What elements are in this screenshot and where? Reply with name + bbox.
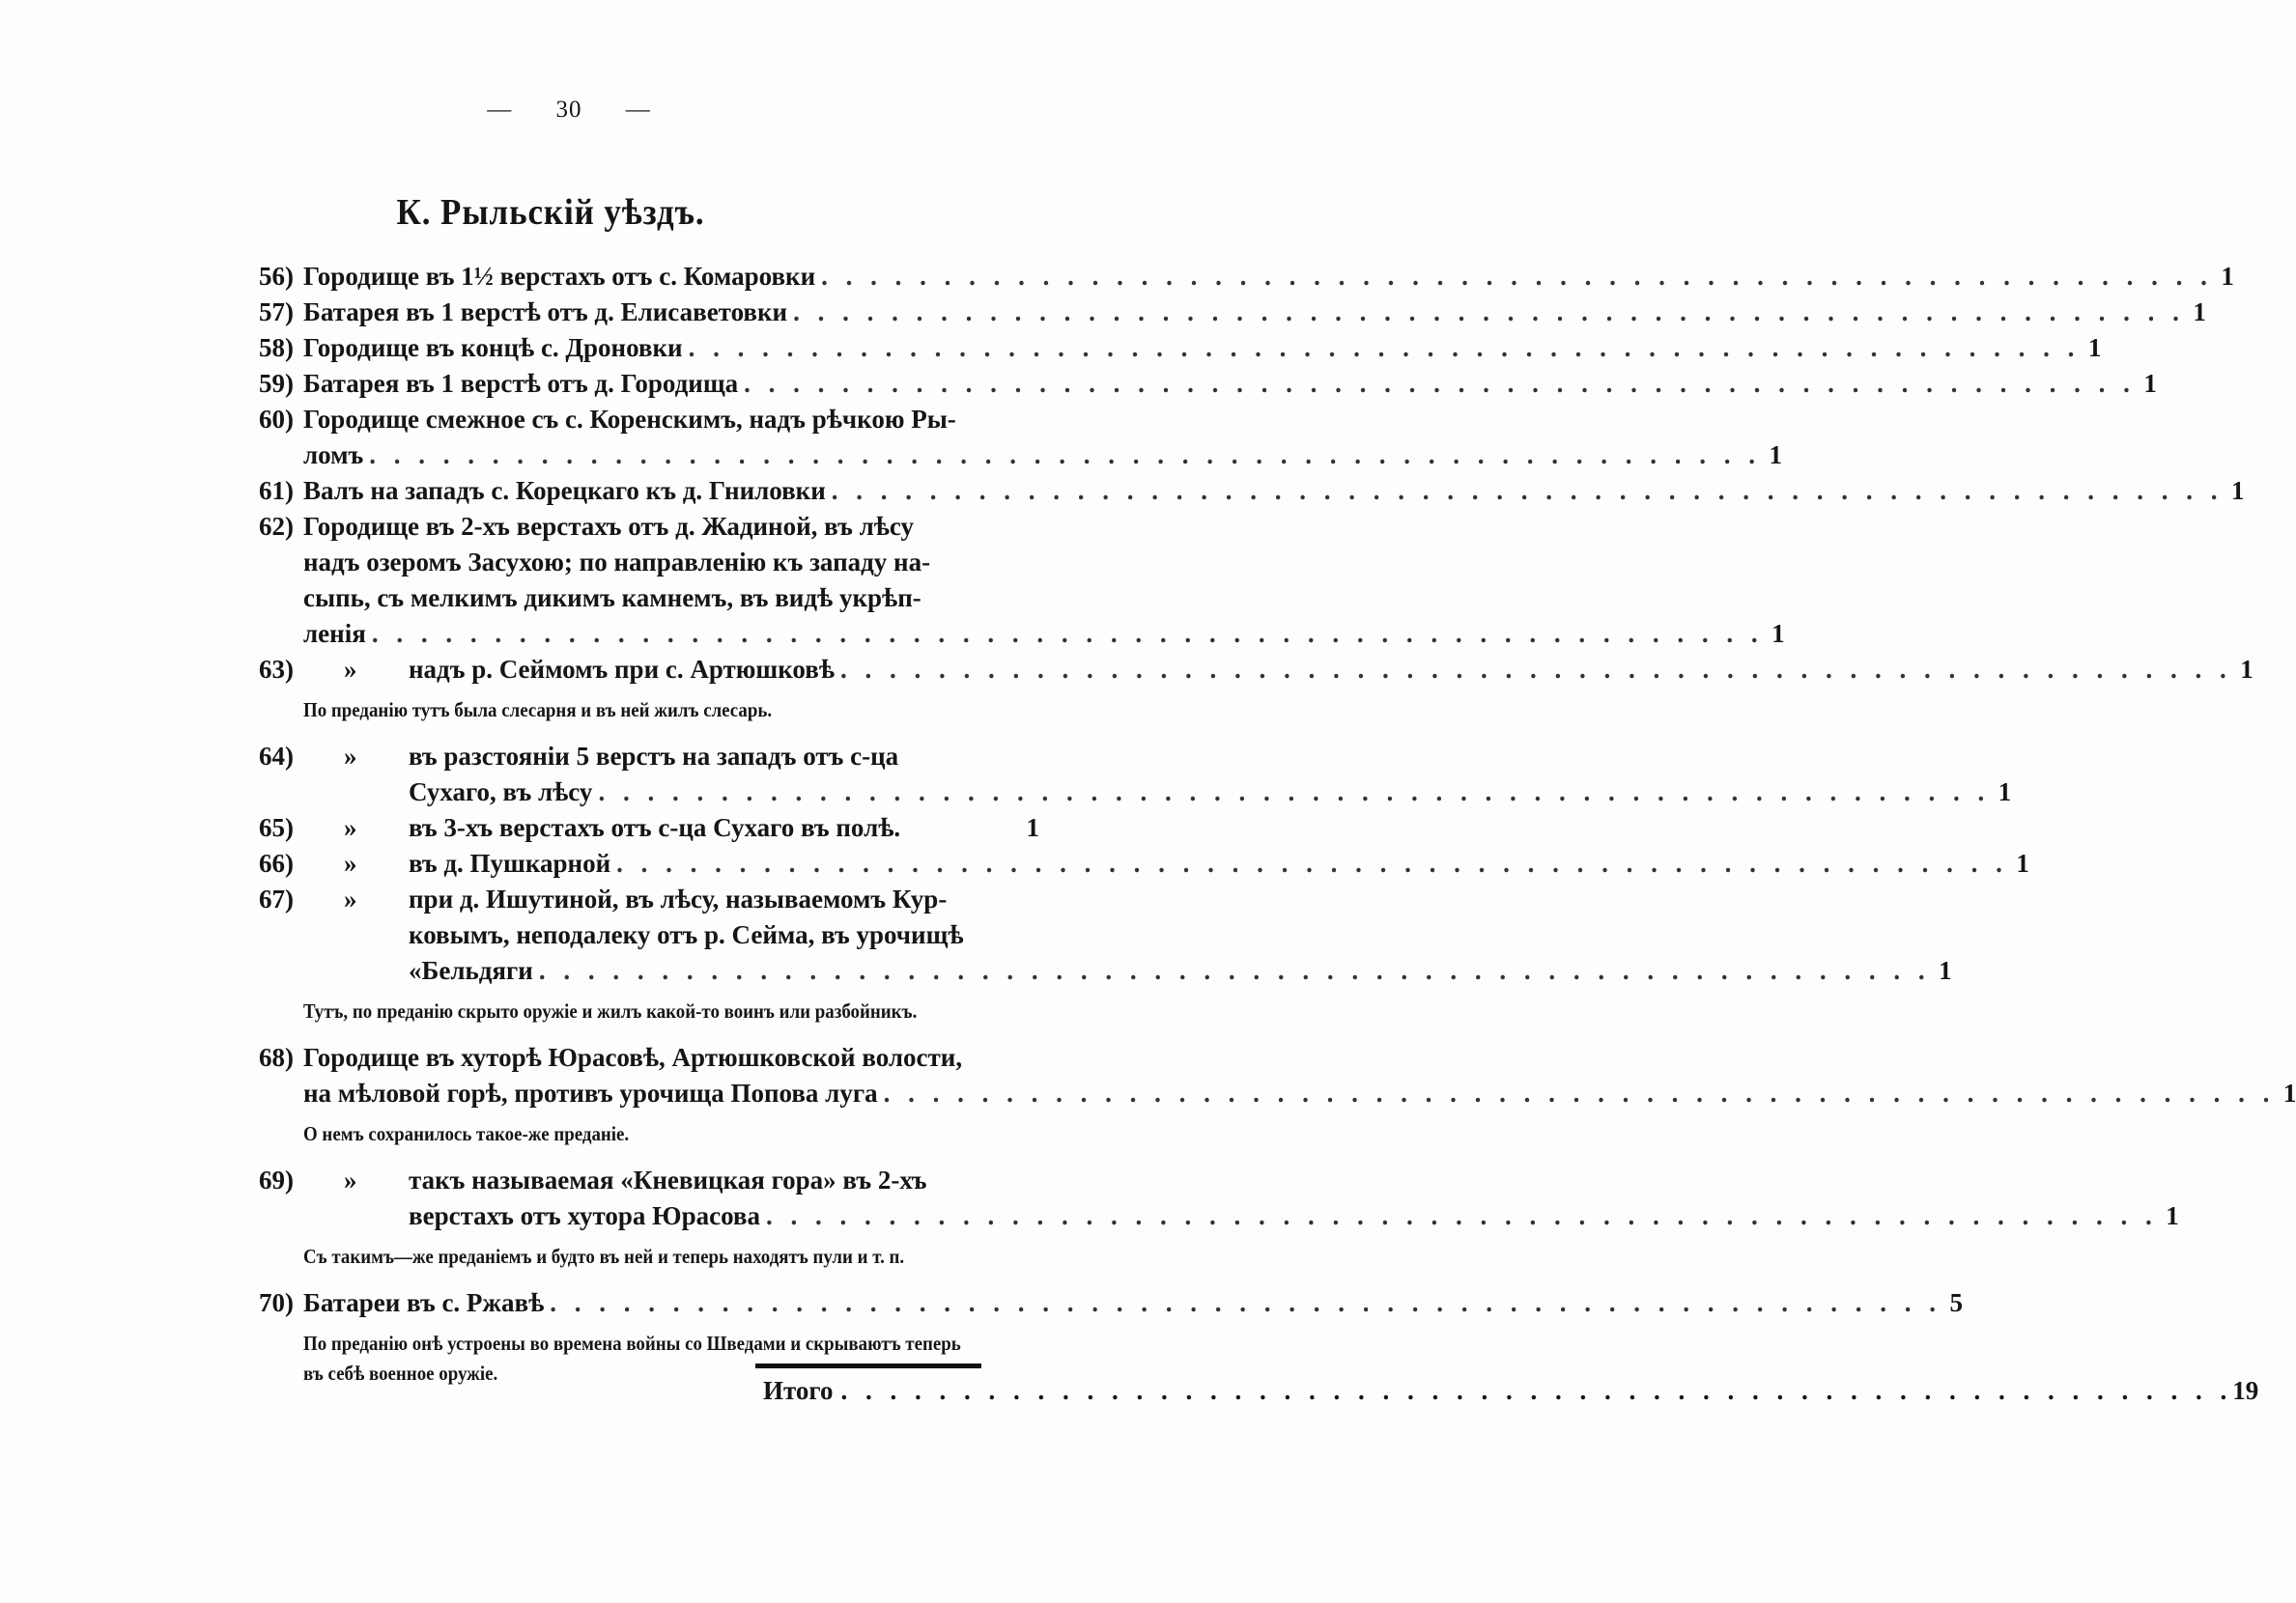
dot-leader: . . . . . . . . . . . . . . . . . . . . . . . . . . . . . . . . . . . . . . . . . . . . . . . . . . . . . . . . . — [616, 849, 2008, 878]
dot-leader: . . . . . . . . . . . . . . . . . . . . . . . . . . . . . . . . . . . . . . . . . . . . . . . . . . . . . . . . . — [821, 262, 2213, 291]
entry-57 — [240, 295, 2206, 330]
dot-leader: . . . . . . . . . . . . . . . . . . . . . . . . . . . . . . . . . . . . . . . . . . . . . . . . . . . . . . . . . — [765, 1201, 2158, 1230]
entry-text: Батареи въ с. Ржавѣ — [303, 1288, 545, 1317]
entry-65 — [240, 810, 1039, 846]
note-69: Съ такимъ—же преданіемъ и будто въ ней и теперь находятъ пули и т. п. — [303, 1245, 905, 1268]
entry-text: верстахъ отъ хутора Юрасова — [409, 1201, 760, 1230]
dot-leader: . . . . . . . . . . . . . . . . . . . . . . . . . . . . . . . . . . . . . . . . . . . . . . . . . . . . . . . . . — [550, 1288, 1942, 1317]
total-row — [763, 1373, 2259, 1408]
entry-text: въ 3-хъ верстахъ отъ с-ца Сухаго въ полѣ. — [409, 813, 901, 842]
entry-text: сыпь, съ мелкимъ дикимъ камнемъ, въ видѣ укрѣп- — [303, 583, 921, 612]
entry-60 — [240, 402, 1783, 473]
entry-count: 1 — [1998, 777, 2012, 806]
entry-64 — [240, 739, 2012, 810]
entry-number: 58) — [259, 333, 294, 362]
entry-67 — [240, 882, 1952, 989]
ditto-mark: » — [344, 849, 357, 878]
entry-text: на мѣловой горѣ, противъ урочища Попова луга — [303, 1079, 878, 1108]
entry-number: 56) — [259, 262, 294, 291]
entry-68 — [240, 1040, 2296, 1111]
entry-66 — [240, 846, 2029, 882]
entry-text: Городище въ 1½ верстахъ отъ с. Комаровки — [303, 262, 816, 291]
dot-leader: . . . . . . . . . . . . . . . . . . . . . . . . . . . . . . . . . . . . . . . . . . . . . . . . . . . . . . . . . — [371, 619, 1764, 648]
note-68: О немъ сохранилось такое-же преданіе. — [303, 1122, 630, 1145]
entry-number: 66) — [259, 849, 294, 878]
entry-text: въ разстояніи 5 верстъ на западъ отъ с-ца — [409, 742, 899, 771]
dot-leader: . . . . . . . . . . . . . . . . . . . . . . . . . . . . . . . . . . . . . . . . . . . . . . . . . . . . . . . . . — [840, 1376, 2233, 1405]
entry-number: 64) — [259, 742, 294, 771]
entry-59 — [240, 366, 2157, 402]
entry-number: 63) — [259, 655, 294, 684]
entry-text: при д. Ишутиной, въ лѣсу, называемомъ Кур- — [409, 885, 948, 914]
entry-text: Сухаго, въ лѣсу — [409, 777, 593, 806]
entry-count: 1 — [2193, 297, 2206, 326]
note-63: По преданію тутъ была слесарня и въ ней жилъ слесарь. — [303, 698, 773, 721]
entry-number: 69) — [259, 1166, 294, 1195]
entry-number: 62) — [259, 512, 294, 541]
entry-text: Городище въ хуторѣ Юрасовѣ, Артюшковской волости, — [303, 1043, 963, 1072]
dot-leader: . . . . . . . . . . . . . . . . . . . . . . . . . . . . . . . . . . . . . . . . . . . . . . . . . . . . . . . . . — [840, 655, 2232, 684]
ditto-mark: » — [344, 885, 357, 914]
total-rule — [755, 1364, 981, 1368]
total-value: 19 — [2232, 1376, 2259, 1405]
entry-text: надъ озеромъ Засухою; по направленію къ западу на- — [303, 548, 931, 577]
entry-text: такъ называемая «Кневицкая гора» въ 2-хъ — [409, 1166, 927, 1195]
entry-text: ковымъ, неподалеку отъ р. Сейма, въ урочищѣ — [409, 920, 964, 949]
entry-count: 1 — [2221, 262, 2234, 291]
entry-number: 68) — [259, 1043, 294, 1072]
entry-count: 1 — [2166, 1201, 2179, 1230]
section-title: К. Рыльскій уѣздъ. — [396, 192, 705, 233]
entry-count: 1 — [2282, 1079, 2296, 1108]
entry-count: 1 — [2240, 655, 2253, 684]
note-67: Тутъ, по преданію скрыто оружіе и жилъ какой-то воинъ или разбойникъ. — [303, 999, 918, 1023]
entry-58 — [240, 330, 2102, 366]
ditto-mark: » — [344, 813, 357, 842]
dot-leader — [900, 810, 1018, 846]
entry-count: 1 — [1939, 956, 1952, 985]
entry-count: 1 — [1772, 619, 1785, 648]
entry-text: ломъ — [303, 440, 364, 469]
entry-text: Валъ на западъ с. Корецкаго къ д. Гниловки — [303, 476, 826, 505]
entry-number: 65) — [259, 813, 294, 842]
entry-text: Батарея въ 1 верстѣ отъ д. Елисаветовки — [303, 297, 788, 326]
entry-number: 57) — [259, 297, 294, 326]
entry-text: ленія — [303, 619, 366, 648]
entry-text: «Бельдяги — [409, 956, 533, 985]
entry-text: Городище смежное съ с. Коренскимъ, надъ рѣчкою Ры- — [303, 405, 956, 434]
page-number: — 30 — — [487, 97, 651, 123]
entry-count: 1 — [2016, 849, 2029, 878]
entry-number: 61) — [259, 476, 294, 505]
entry-number: 60) — [259, 405, 294, 434]
entry-69 — [240, 1163, 2179, 1234]
entry-70 — [240, 1285, 1964, 1321]
entry-count: 1 — [2087, 333, 2102, 362]
dot-leader: . . . . . . . . . . . . . . . . . . . . . . . . . . . . . . . . . . . . . . . . . . . . . . . . . . . . . . . . . — [793, 297, 2185, 326]
entry-62 — [240, 509, 1785, 652]
entry-count: 1 — [2143, 369, 2157, 398]
entry-text: Городище въ концѣ с. Дроновки — [303, 333, 683, 362]
entry-count: 1 — [1769, 440, 1783, 469]
entry-count: 1 — [1026, 813, 1039, 842]
dot-leader: . . . . . . . . . . . . . . . . . . . . . . . . . . . . . . . . . . . . . . . . . . . . . . . . . . . . . . . . . — [538, 956, 1931, 985]
entry-text: Городище въ 2-хъ верстахъ отъ д. Жадиной, въ лѣсу — [303, 512, 915, 541]
entry-number: 67) — [259, 885, 294, 914]
entry-63 — [240, 652, 2253, 688]
note-70: По преданію онѣ устроены во времена войны со Шведами и скрываютъ теперь въ себѣ военное оружіе. — [303, 1332, 961, 1385]
dot-leader: . . . . . . . . . . . . . . . . . . . . . . . . . . . . . . . . . . . . . . . . . . . . . . . . . . . . . . . . . — [831, 476, 2224, 505]
entry-number: 59) — [259, 369, 294, 398]
dot-leader: . . . . . . . . . . . . . . . . . . . . . . . . . . . . . . . . . . . . . . . . . . . . . . . . . . . . . . . . . — [883, 1079, 2276, 1108]
ditto-mark: » — [344, 742, 357, 771]
dot-leader: . . . . . . . . . . . . . . . . . . . . . . . . . . . . . . . . . . . . . . . . . . . . . . . . . . . . . . . . . — [598, 777, 1991, 806]
ditto-mark: » — [344, 655, 357, 684]
entry-number: 70) — [259, 1288, 294, 1317]
dot-leader: . . . . . . . . . . . . . . . . . . . . . . . . . . . . . . . . . . . . . . . . . . . . . . . . . . . . . . . . . — [744, 369, 2136, 398]
entry-text: въ д. Пушкарной — [409, 849, 611, 878]
total-label: Итого — [763, 1376, 834, 1405]
entry-text: надъ р. Сеймомъ при с. Артюшковѣ — [409, 655, 836, 684]
entry-count: 1 — [2231, 476, 2245, 505]
entry-count: 5 — [1949, 1288, 1964, 1317]
entry-56 — [240, 259, 2234, 295]
entry-text: Батарея въ 1 верстѣ отъ д. Городища — [303, 369, 739, 398]
dot-leader: . . . . . . . . . . . . . . . . . . . . . . . . . . . . . . . . . . . . . . . . . . . . . . . . . . . . . . . . . — [369, 440, 1762, 469]
entry-61 — [240, 473, 2245, 509]
dot-leader: . . . . . . . . . . . . . . . . . . . . . . . . . . . . . . . . . . . . . . . . . . . . . . . . . . . . . . . . . — [688, 333, 2081, 362]
ditto-mark: » — [344, 1166, 357, 1195]
